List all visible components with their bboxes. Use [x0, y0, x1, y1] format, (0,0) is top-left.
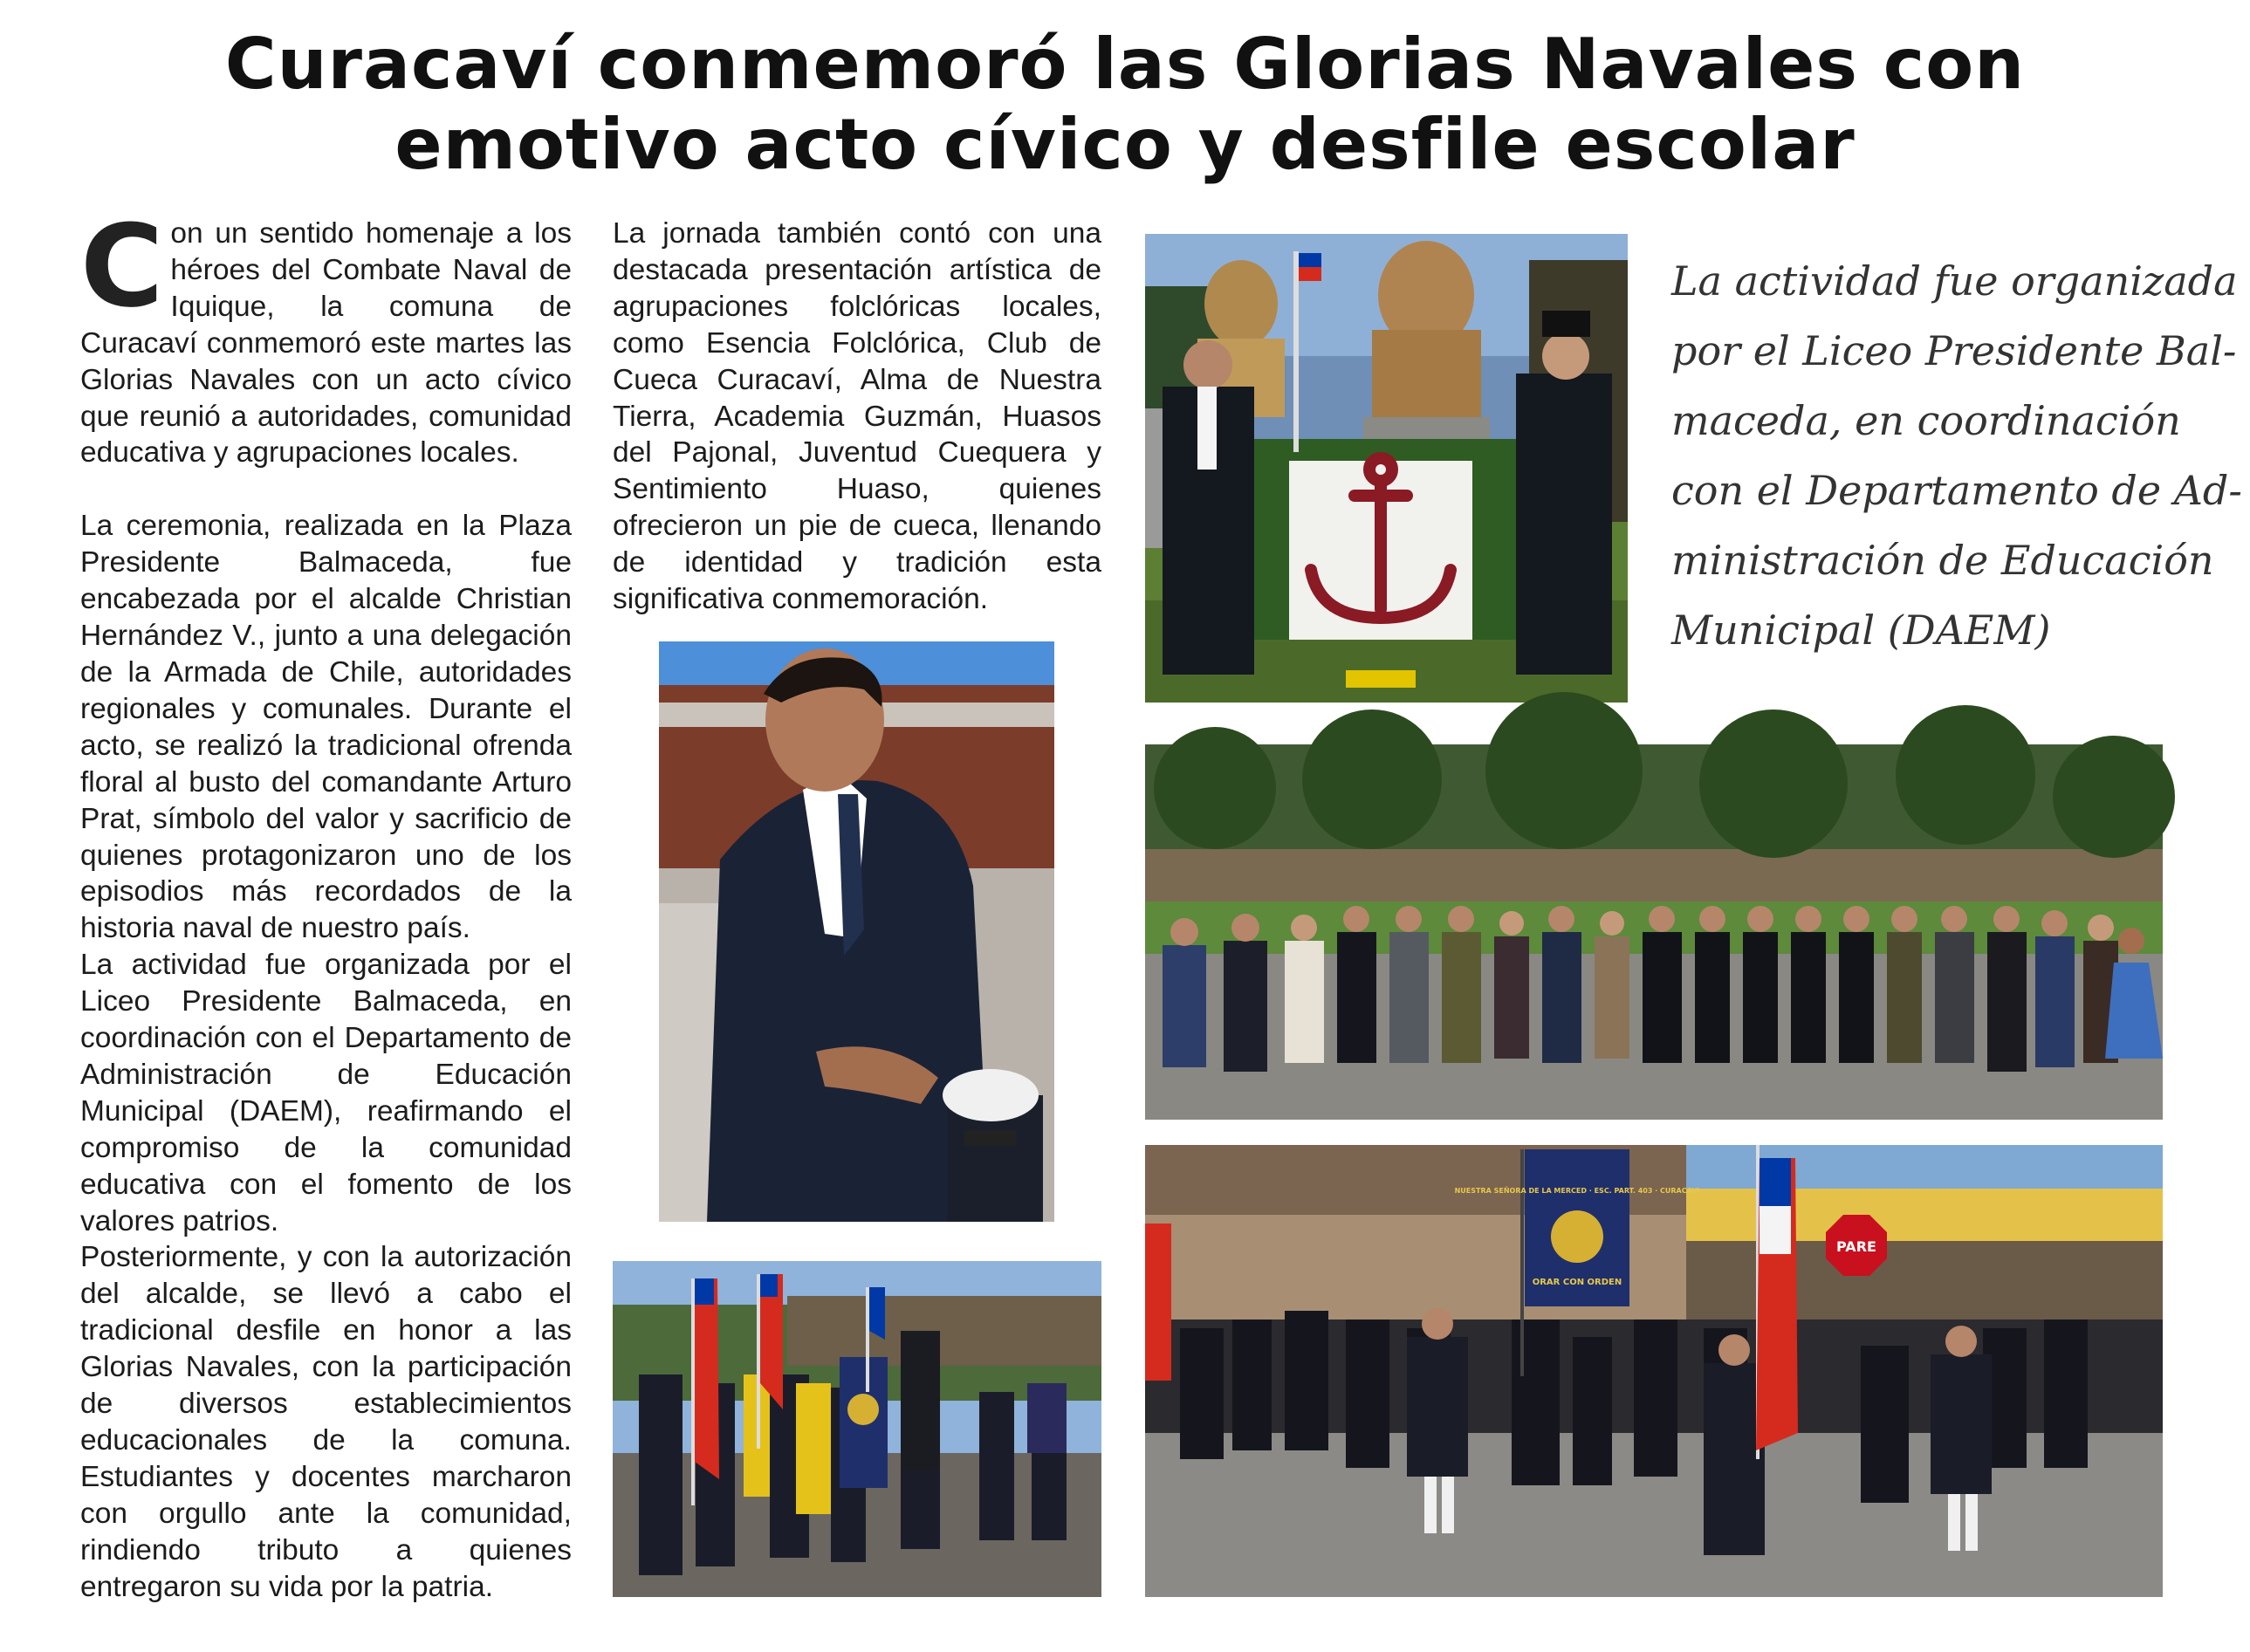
headline [0, 24, 2250, 185]
headline-line-1: Curacaví conmemoró las Glorias Navales con [224, 24, 2026, 105]
text-column-left [80, 200, 572, 1606]
parade-flags-illustration [613, 1261, 1101, 1597]
dropcap: C [80, 200, 164, 332]
banner-motto: ORAR CON ORDEN [1532, 1278, 1622, 1287]
photo-school-parade [1145, 1145, 2163, 1597]
paragraph-ceremony: La ceremonia, realizada en la Plaza Presidente Balmaceda, fue encabezada por el alcalde Christian Hernández V., junto a una delegación de la Armada de Chile, autoridades regionales y comunales. Durante el acto, se realizó la tradicional ofrenda floral al busto del comandante Arturo Prat, símbolo del valor y sacrificio de quienes protagonizaron uno de los episodios más recordados de la historia naval de nuestro país. [80, 510, 572, 945]
text-column-middle [613, 216, 1101, 616]
paragraph-folklore-continued: La jornada también contó con una destacada presentación artística de agrupaciones folclóricas locales, como Esencia Folclórica, Club de Cueca Curacaví, Alma de Nuestra Tierra, Academia Guzmán, Huasos del Pajonal, Juventud Cuequera y Sentimiento Huaso, quienes ofrecieron un pie de cueca, llenando de identidad y tradición esta significativa conmemoración. [613, 217, 1101, 616]
text-flow-part-1 [80, 200, 572, 1606]
pull-quote-line: por el Liceo Presidente Bal- [1671, 327, 2237, 374]
pull-quote-line: maceda, en coordinación [1671, 397, 2181, 444]
text-flow-part-2 [613, 216, 1101, 618]
pull-quote-line: Municipal (DAEM) [1671, 607, 2051, 654]
paragraph-intro: on un sentido homenaje a los héroes del Combate Naval de Iquique, la comuna de Curacaví conmemoró este martes las Glorias Navales con un acto cívico que reunió a autoridades, comunidad educativa y agrupaciones locales. [80, 217, 572, 470]
photo-authorities-group [1145, 744, 2163, 1120]
headline-line-2: emotivo acto cívico y desfile escolar [394, 104, 1856, 185]
banner-text: NUESTRA SEÑORA DE LA MERCED · ESC. PART. 403 · CURACAVI [1454, 1187, 1700, 1195]
pull-quote-line: ministración de Educación [1671, 537, 2214, 584]
pull-quote-line: con el Departamento de Ad- [1671, 467, 2242, 514]
photo-floral-offering [1145, 234, 1628, 703]
photo-parade-flags [613, 1261, 1101, 1597]
floral-offering-illustration [1145, 234, 1628, 703]
mayor-portrait-illustration [659, 641, 1054, 1222]
pull-quote [1671, 246, 2242, 665]
pull-quote-line: La actividad fue organizada [1671, 257, 2238, 305]
paragraph-organization: La actividad fue organizada por el Liceo Presidente Balmaceda, en coordinación con el Departamento de Administración de Educación Municipal (DAEM), reafirmando el compromiso de la comunidad educativa con el fomento de los valores patrios. [80, 949, 572, 1237]
school-parade-illustration [1145, 1145, 2163, 1597]
photo-mayor-portrait [659, 641, 1054, 1222]
paragraph-parade: Posteriormente, y con la autorización del alcalde, se llevó a cabo el tradicional desfile en honor a las Glorias Navales, con la participación de diversos establecimientos educacionales de la comuna. Estudiantes y docentes marcharon con orgullo ante la comunidad, rindiendo tributo a quienes entregaron su vida por la patria. [80, 1241, 572, 1603]
pare-sign-text: PARE [1836, 1238, 1876, 1255]
authorities-group-illustration [1145, 744, 2163, 1120]
